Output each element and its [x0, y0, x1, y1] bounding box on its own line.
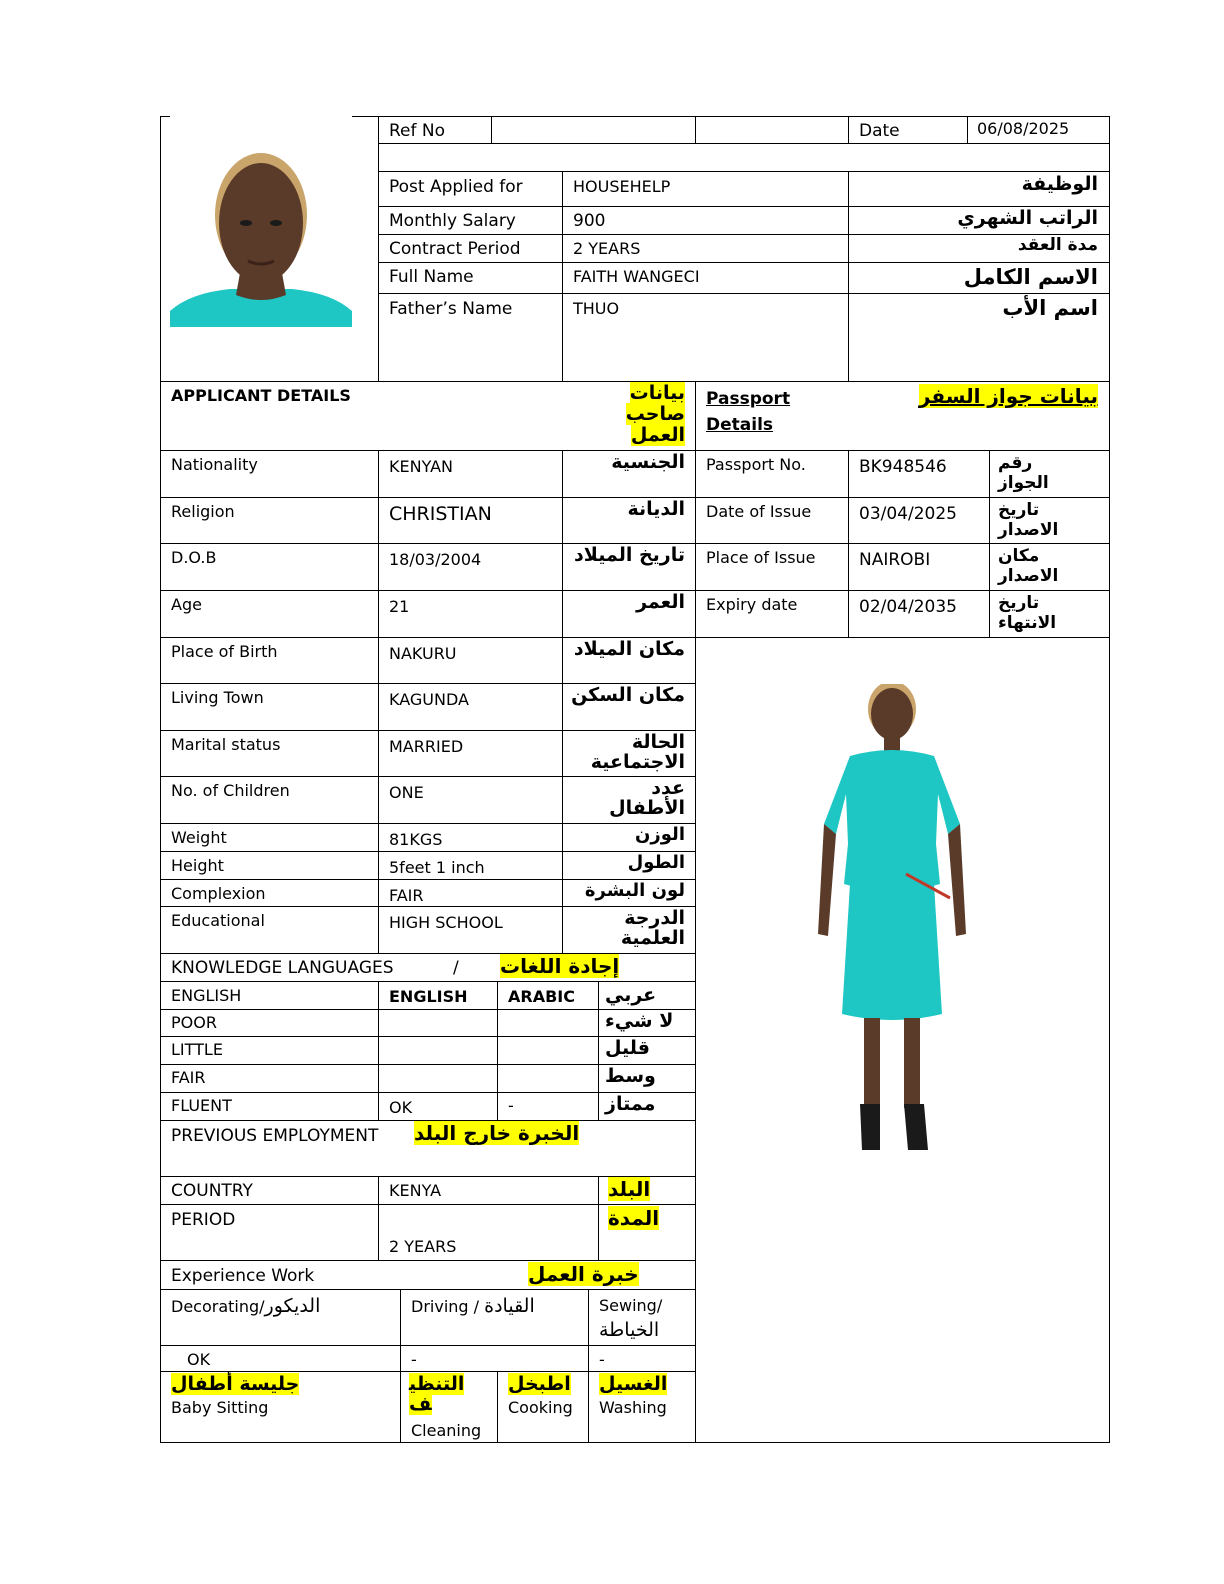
border — [378, 293, 1109, 294]
language-level-ar: لا شيء — [605, 1010, 674, 1032]
border — [378, 143, 1109, 144]
border — [695, 381, 696, 637]
driving-label-ar: القيادة — [484, 1295, 535, 1317]
border — [562, 450, 563, 953]
passport-field-label-ar: تاريخ الانتهاء — [998, 593, 1057, 633]
cooking-ar-text: اطبخل — [508, 1373, 571, 1395]
border — [378, 1176, 379, 1260]
applicant-full-body-photo — [810, 684, 975, 1159]
applicant-field-label-ar: العمر — [636, 591, 685, 613]
applicant-field-label: Age — [171, 595, 202, 614]
country-value: KENYA — [389, 1181, 442, 1200]
passport-field-value: NAIROBI — [859, 550, 931, 570]
country-label-ar-text: البلد — [608, 1177, 651, 1201]
lang-col-english-2: ENGLISH — [389, 987, 468, 1006]
applicant-field-label-ar: الجنسية — [611, 451, 685, 473]
border — [848, 171, 849, 381]
babysitting-ar — [171, 1374, 331, 1394]
border — [378, 262, 1109, 263]
border — [378, 116, 379, 381]
applicant-field-label: Living Town — [171, 688, 264, 707]
cleaning-ar — [409, 1374, 473, 1414]
applicant-field-value: HIGH SCHOOL — [389, 913, 503, 932]
employment-title-ar-text: الخبرة خارج البلد — [414, 1121, 580, 1145]
border — [160, 1260, 695, 1261]
applicant-field-label-ar: الطول — [627, 852, 685, 873]
border — [848, 116, 849, 143]
applicant-field-value: 21 — [389, 597, 410, 616]
passport-field-value: BK948546 — [859, 457, 947, 477]
border — [491, 116, 492, 143]
post-value: HOUSEHELP — [573, 177, 671, 196]
applicant-field-value: FAIR — [389, 886, 424, 905]
post-label: Post Applied for — [389, 177, 523, 197]
period-label: PERIOD — [171, 1210, 236, 1230]
language-level: FLUENT — [171, 1096, 232, 1115]
applicant-field-label-ar: الديانة — [627, 498, 685, 520]
washing-ar — [599, 1374, 679, 1394]
applicant-field-value: KENYAN — [389, 457, 454, 476]
border — [598, 981, 599, 1120]
passport-field-value: 02/04/2035 — [859, 597, 957, 617]
passport-field-value: 03/04/2025 — [859, 504, 957, 524]
passport-field-label-ar: رقم الجواز — [998, 453, 1049, 493]
applicant-field-label-ar: تاريخ الميلاد — [574, 544, 685, 566]
passport-details-title-ar-text: بيانات جواز السفر — [918, 384, 1098, 408]
date-label: Date — [859, 121, 900, 141]
border — [160, 906, 695, 907]
contract-label-ar: مدة العقد — [1017, 235, 1098, 255]
passport-field-label: Place of Issue — [706, 548, 816, 567]
applicant-field-label: Height — [171, 856, 224, 875]
applicant-details-title: APPLICANT DETAILS — [171, 386, 351, 405]
border — [160, 1204, 695, 1205]
applicant-details-title-ar-text: بيانات صاحب العمل — [625, 382, 685, 446]
border — [989, 450, 990, 637]
applicant-field-label: Educational — [171, 911, 265, 930]
employment-title: PREVIOUS EMPLOYMENT — [171, 1126, 379, 1146]
applicant-field-value: CHRISTIAN — [389, 503, 492, 525]
applicant-field-label-ar: مكان السكن — [571, 684, 685, 706]
lang-col-arabic: ARABIC — [508, 987, 575, 1006]
border — [160, 116, 170, 117]
washing-label: Washing — [599, 1398, 667, 1417]
sewing-value: - — [599, 1350, 605, 1369]
border — [497, 981, 498, 1120]
border — [400, 1371, 401, 1442]
applicant-details-title-ar — [600, 383, 685, 446]
driving-value: - — [411, 1350, 417, 1369]
passport-field-label: Date of Issue — [706, 502, 812, 521]
sewing-label: Sewing/ — [599, 1296, 663, 1315]
ref-no-label: Ref No — [389, 121, 446, 141]
border — [378, 171, 1109, 172]
passport-details-title-ar — [862, 386, 1098, 406]
experience-title: Experience Work — [171, 1266, 315, 1286]
applicant-field-value: NAKURU — [389, 644, 457, 663]
decorating-value: OK — [187, 1350, 211, 1369]
border — [1109, 637, 1110, 1443]
border — [562, 171, 563, 381]
passport-field-label: Expiry date — [706, 595, 798, 614]
decorating-label — [171, 1296, 320, 1317]
period-label-ar — [608, 1208, 678, 1228]
language-level: FAIR — [171, 1068, 206, 1087]
border — [1109, 116, 1110, 637]
applicant-field-label: Marital status — [171, 735, 281, 754]
applicant-field-value: 5feet 1 inch — [389, 858, 485, 877]
lang-col-english-1: ENGLISH — [171, 986, 242, 1005]
border — [378, 450, 379, 953]
salary-label-ar: الراتب الشهري — [957, 207, 1098, 229]
applicant-field-label-ar: مكان الميلاد — [573, 638, 685, 660]
passport-field-label-ar: مكان الاصدار — [998, 546, 1059, 586]
babysitting-label: Baby Sitting — [171, 1398, 269, 1417]
applicant-field-label: Complexion — [171, 884, 266, 903]
cleaning-ar-text: التنظيف — [409, 1373, 465, 1415]
applicant-field-value: KAGUNDA — [389, 690, 469, 709]
sewing-label-ar: الخياطة — [599, 1319, 660, 1341]
border — [378, 116, 1109, 117]
fullname-label-ar: الاسم الكامل — [963, 265, 1098, 289]
applicant-field-label-ar: الحالة الاجتماعية — [590, 731, 685, 773]
applicant-field-value: MARRIED — [389, 737, 464, 756]
languages-title-ar-text: إجادة اللغات — [500, 954, 620, 978]
border — [848, 450, 849, 637]
applicant-portrait-photo — [170, 143, 352, 327]
language-english-value: OK — [389, 1098, 413, 1117]
border — [695, 637, 696, 1443]
applicant-field-label-ar: عدد الأطفال — [609, 777, 685, 819]
passport-field-label: Passport No. — [706, 455, 806, 474]
passport-field-label-ar: تاريخ الاصدار — [998, 500, 1059, 540]
post-label-ar: الوظيفة — [1021, 173, 1098, 195]
cooking-ar — [508, 1374, 578, 1394]
language-level-ar: وسط — [605, 1065, 656, 1087]
period-value: 2 YEARS — [389, 1237, 457, 1256]
passport-details-title: Passport Details — [706, 389, 791, 435]
border — [497, 1371, 498, 1442]
applicant-field-label: No. of Children — [171, 781, 290, 800]
applicant-field-label: Nationality — [171, 455, 258, 474]
cleaning-label: Cleaning — [411, 1421, 482, 1440]
applicant-field-label-ar: الدرجة العلمية — [620, 907, 685, 949]
language-level-ar: ممتاز — [605, 1093, 656, 1115]
language-level-ar: قليل — [605, 1037, 650, 1059]
language-level: LITTLE — [171, 1040, 223, 1059]
country-label: COUNTRY — [171, 1181, 253, 1201]
border — [160, 730, 695, 731]
decorating-label-ar: الديكور — [264, 1295, 321, 1317]
border — [160, 851, 695, 852]
border — [598, 1176, 599, 1260]
fullname-value: FAITH WANGECI — [573, 267, 700, 286]
salary-value: 900 — [573, 211, 606, 231]
applicant-field-value: 81KGS — [389, 830, 443, 849]
father-label: Father’s Name — [389, 299, 513, 319]
border — [160, 1442, 1110, 1443]
fullname-label: Full Name — [389, 267, 474, 287]
date-value: 06/08/2025 — [977, 119, 1070, 138]
applicant-field-label: Religion — [171, 502, 235, 521]
applicant-field-label: Weight — [171, 828, 227, 847]
border — [160, 1371, 695, 1372]
salary-label: Monthly Salary — [389, 211, 516, 231]
border — [160, 1345, 695, 1346]
applicant-field-label: Place of Birth — [171, 642, 278, 661]
border — [160, 823, 695, 824]
border — [695, 116, 696, 143]
languages-slash: / — [453, 958, 459, 978]
border — [378, 981, 379, 1120]
border — [352, 116, 378, 117]
lang-col-arabic-ar: عربي — [605, 984, 657, 1006]
border — [160, 776, 695, 777]
border — [160, 116, 161, 1443]
language-level: POOR — [171, 1013, 217, 1032]
language-arabic-value: - — [508, 1096, 514, 1115]
border — [967, 116, 968, 143]
contract-value: 2 YEARS — [573, 239, 641, 258]
applicant-field-value: 18/03/2004 — [389, 550, 482, 569]
period-label-ar-text: المدة — [608, 1206, 660, 1230]
employment-title-ar — [414, 1123, 614, 1143]
country-label-ar — [608, 1179, 678, 1199]
washing-ar-text: الغسيل — [599, 1373, 668, 1395]
applicant-field-label: D.O.B — [171, 548, 217, 567]
border — [160, 1289, 695, 1290]
experience-title-ar — [528, 1264, 668, 1284]
contract-label: Contract Period — [389, 239, 521, 259]
border — [588, 1371, 589, 1442]
languages-title-ar — [500, 956, 640, 976]
border — [160, 981, 695, 982]
cooking-label: Cooking — [508, 1398, 573, 1417]
border — [400, 1289, 401, 1371]
driving-label — [411, 1296, 535, 1317]
applicant-field-value: ONE — [389, 783, 424, 802]
applicant-field-label-ar: لون البشرة — [584, 880, 685, 901]
father-value: THUO — [573, 299, 620, 318]
border — [588, 1289, 589, 1371]
babysitting-ar-text: جليسة أطفال — [171, 1373, 300, 1395]
decorating-label-en: Decorating/ — [171, 1297, 265, 1316]
languages-title: KNOWLEDGE LANGUAGES — [171, 958, 394, 978]
driving-label-en: Driving / — [411, 1297, 480, 1316]
experience-title-ar-text: خبرة العمل — [528, 1262, 639, 1286]
father-label-ar: اسم الأب — [1002, 296, 1098, 320]
border — [160, 590, 1109, 591]
applicant-field-label-ar: الوزن — [635, 824, 685, 845]
